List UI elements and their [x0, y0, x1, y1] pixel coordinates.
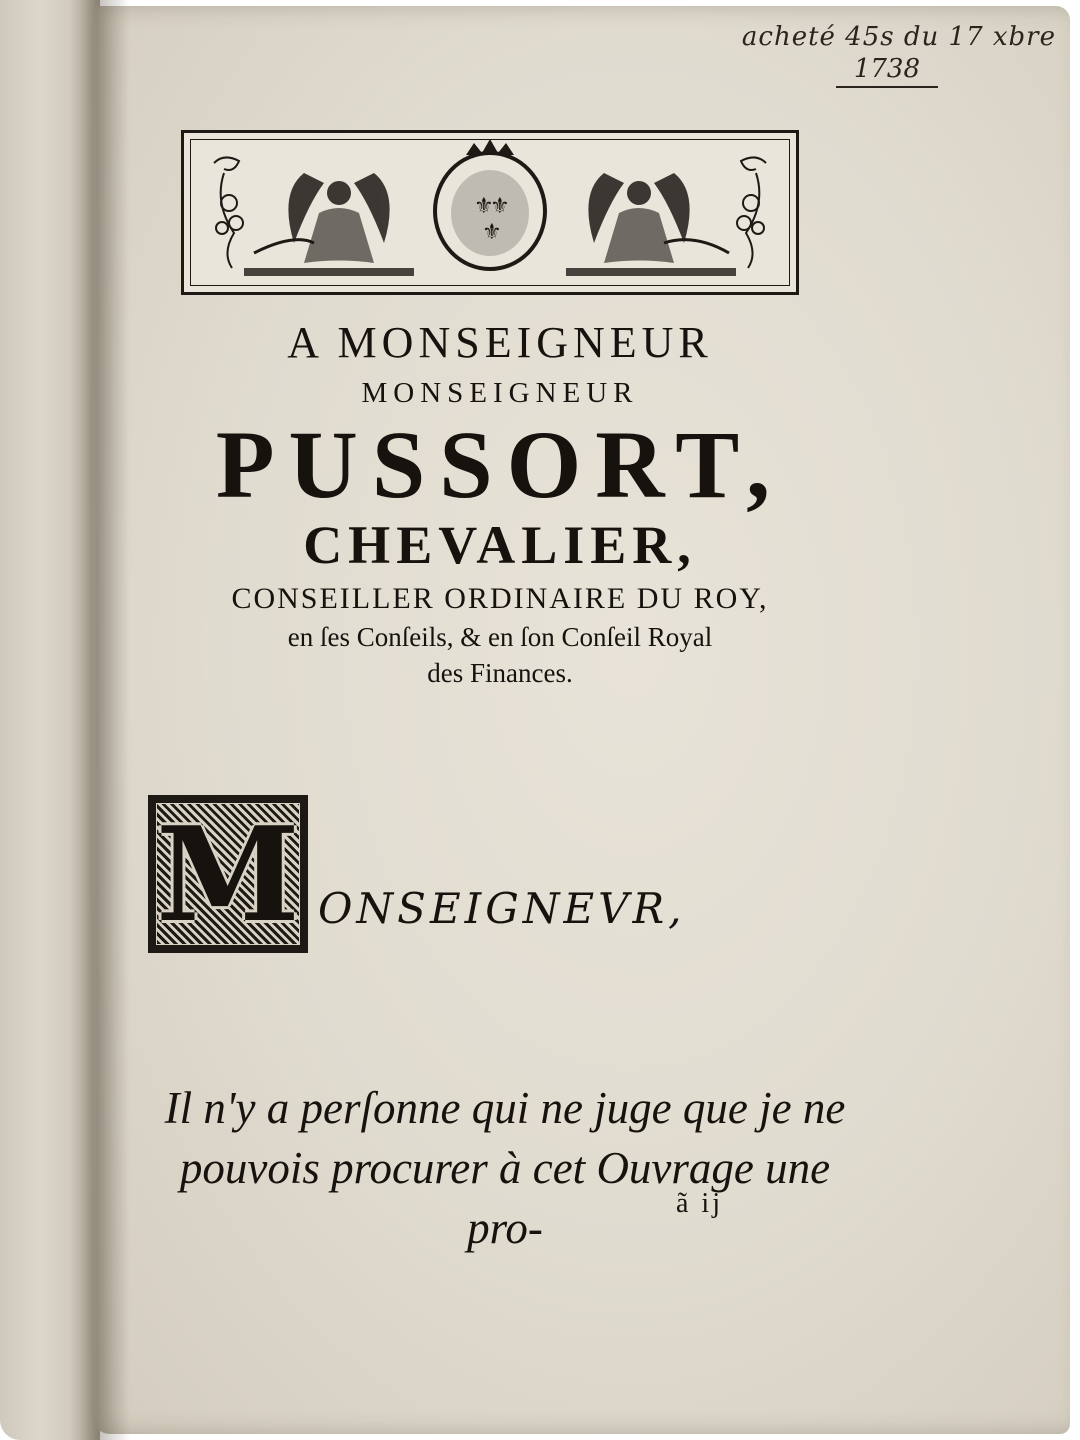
headpiece-ornament-icon [184, 133, 796, 292]
initial-letter: M [156, 797, 300, 951]
svg-text:⚜: ⚜ [490, 194, 510, 219]
annotation-purchase-note: acheté 45s du 17 xbre [741, 22, 1056, 52]
title-line-conseiller: CONSEILLER ORDINAIRE DU ROY, [231, 582, 769, 615]
svg-text:⚜: ⚜ [474, 194, 494, 219]
title-line-conseils: en ſes Conſeils, & en ſon Conſeil Royal [287, 622, 713, 652]
title-line-finances: des Finances. [427, 658, 573, 688]
salutation-text: ONSEIGNEVR, [318, 884, 686, 933]
title-line-monseigneur: MONSEIGNEUR [361, 377, 639, 409]
body-line-1: Il n'y a perſonne qui ne juge que je ne [164, 1083, 846, 1133]
decorated-initial [148, 795, 308, 953]
engraved-headpiece [181, 130, 799, 295]
handwritten-annotation [736, 22, 1056, 88]
title-line-pussort: PUSSORT, [215, 411, 785, 518]
svg-text:⚜: ⚜ [482, 220, 502, 245]
signature-mark: ã ij [676, 1188, 723, 1219]
body-paragraph [145, 1078, 865, 1258]
title-line-a-monseigneur: A MONSEIGNEUR [287, 318, 713, 367]
body-line-2: pouvois procurer à cet Ouvrage une pro- [179, 1143, 831, 1253]
title-line-chevalier: CHEVALIER, [303, 515, 697, 575]
book-gutter [70, 0, 130, 1440]
dedication-title [150, 315, 850, 691]
annotation-year: 1738 [836, 54, 938, 88]
